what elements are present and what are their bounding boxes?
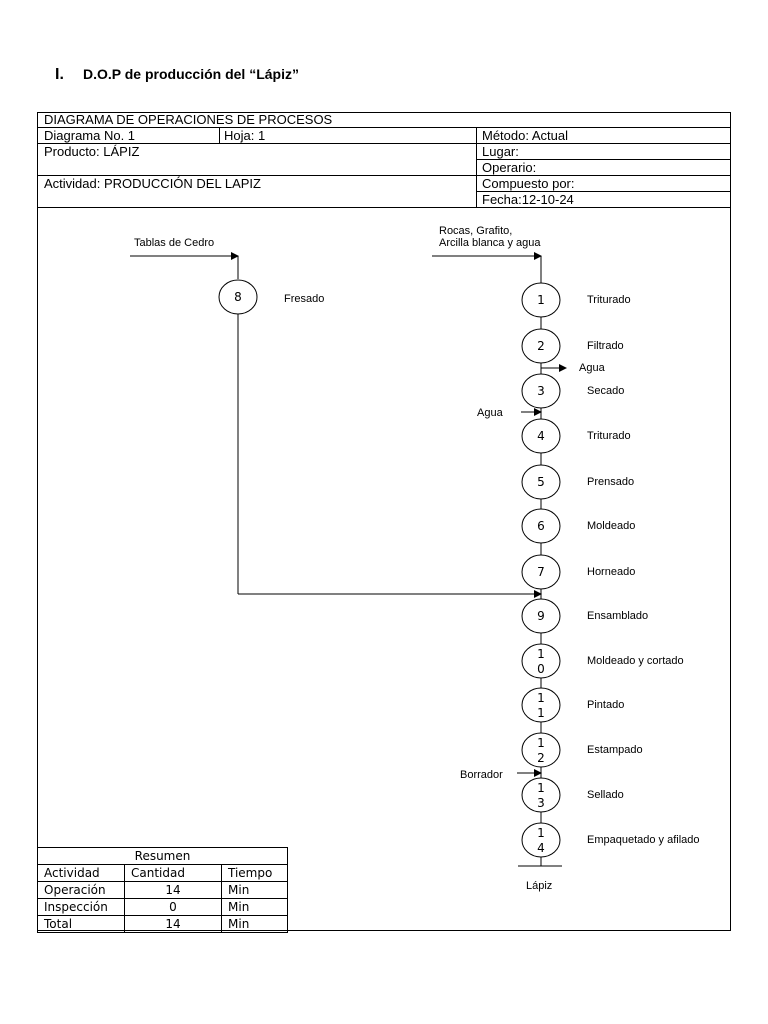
water-out-label: Agua [579, 362, 605, 374]
operation-number: 2 [537, 339, 545, 353]
summary-cell: Min [222, 916, 288, 933]
operation-label: Empaquetado y afilado [587, 834, 700, 846]
summary-header: Cantidad [125, 865, 222, 882]
summary-cell: 14 [125, 882, 222, 899]
operation-number: 0 [537, 662, 545, 676]
right-input-label-line1: Rocas, Grafito, [439, 225, 513, 237]
operator: Operario: [482, 160, 537, 175]
summary-cell: Min [222, 899, 288, 916]
operation-8-number: 8 [234, 290, 242, 304]
operation-label: Prensado [587, 476, 635, 488]
operation-number: 2 [537, 751, 545, 765]
operation-number: 4 [537, 429, 545, 443]
method: Método: Actual [482, 128, 568, 143]
operation-number: 1 [537, 781, 545, 795]
summary-table [37, 847, 288, 933]
summary-cell: Min [222, 882, 288, 899]
operation-label: Pintado [587, 699, 625, 711]
summary-header: Actividad [38, 865, 125, 882]
heading-number: I. [55, 66, 64, 83]
water-in-label: Agua [477, 407, 503, 419]
operation-label: Horneado [587, 566, 636, 578]
diagram-number: Diagrama No. 1 [44, 128, 136, 143]
place: Lugar: [482, 144, 519, 159]
operations-group [522, 283, 700, 857]
summary-cell: Operación [38, 882, 125, 899]
header-title: DIAGRAMA DE OPERACIONES DE PROCESOS [44, 112, 333, 127]
sheet-number: Hoja: 1 [224, 128, 266, 143]
operation-label: Triturado [587, 430, 631, 442]
date: Fecha:12-10-24 [482, 192, 574, 207]
operation-label: Estampado [587, 744, 643, 756]
operation-label: Triturado [587, 294, 631, 306]
summary-header: Tiempo [222, 865, 288, 882]
output-label: Lápiz [526, 880, 553, 892]
operation-number: 7 [537, 565, 545, 579]
summary-cell: 14 [125, 916, 222, 933]
activity: Actividad: PRODUCCIÓN DEL LAPIZ [44, 176, 261, 191]
operation-number: 1 [537, 706, 545, 720]
operation-number: 1 [537, 826, 545, 840]
operation-8-label: Fresado [284, 293, 325, 305]
eraser-in-label: Borrador [460, 769, 503, 781]
operation-number: 9 [537, 609, 545, 623]
operation-number: 1 [537, 691, 545, 705]
composed-by: Compuesto por: [482, 176, 575, 191]
operation-number: 3 [537, 796, 545, 810]
operation-number: 1 [537, 736, 545, 750]
operation-label: Filtrado [587, 340, 624, 352]
right-input-label-line2: Arcilla blanca y agua [439, 237, 541, 249]
summary-cell: Total [38, 916, 125, 933]
operation-label: Moldeado [587, 520, 636, 532]
operation-label: Sellado [587, 789, 624, 801]
operation-label: Secado [587, 385, 625, 397]
operation-label: Ensamblado [587, 610, 649, 622]
summary-cell: Inspección [38, 899, 125, 916]
left-input-label: Tablas de Cedro [134, 237, 215, 249]
operation-number: 6 [537, 519, 545, 533]
heading-text: D.O.P de producción del “Lápiz” [83, 66, 299, 82]
operation-number: 4 [537, 841, 545, 855]
product: Producto: LÁPIZ [44, 144, 140, 159]
operation-number: 1 [537, 293, 545, 307]
operation-label: Moldeado y cortado [587, 655, 684, 667]
summary-title: Resumen [38, 848, 288, 865]
operation-number: 1 [537, 647, 545, 661]
summary-cell: 0 [125, 899, 222, 916]
operation-number: 5 [537, 475, 545, 489]
operation-number: 3 [537, 384, 545, 398]
